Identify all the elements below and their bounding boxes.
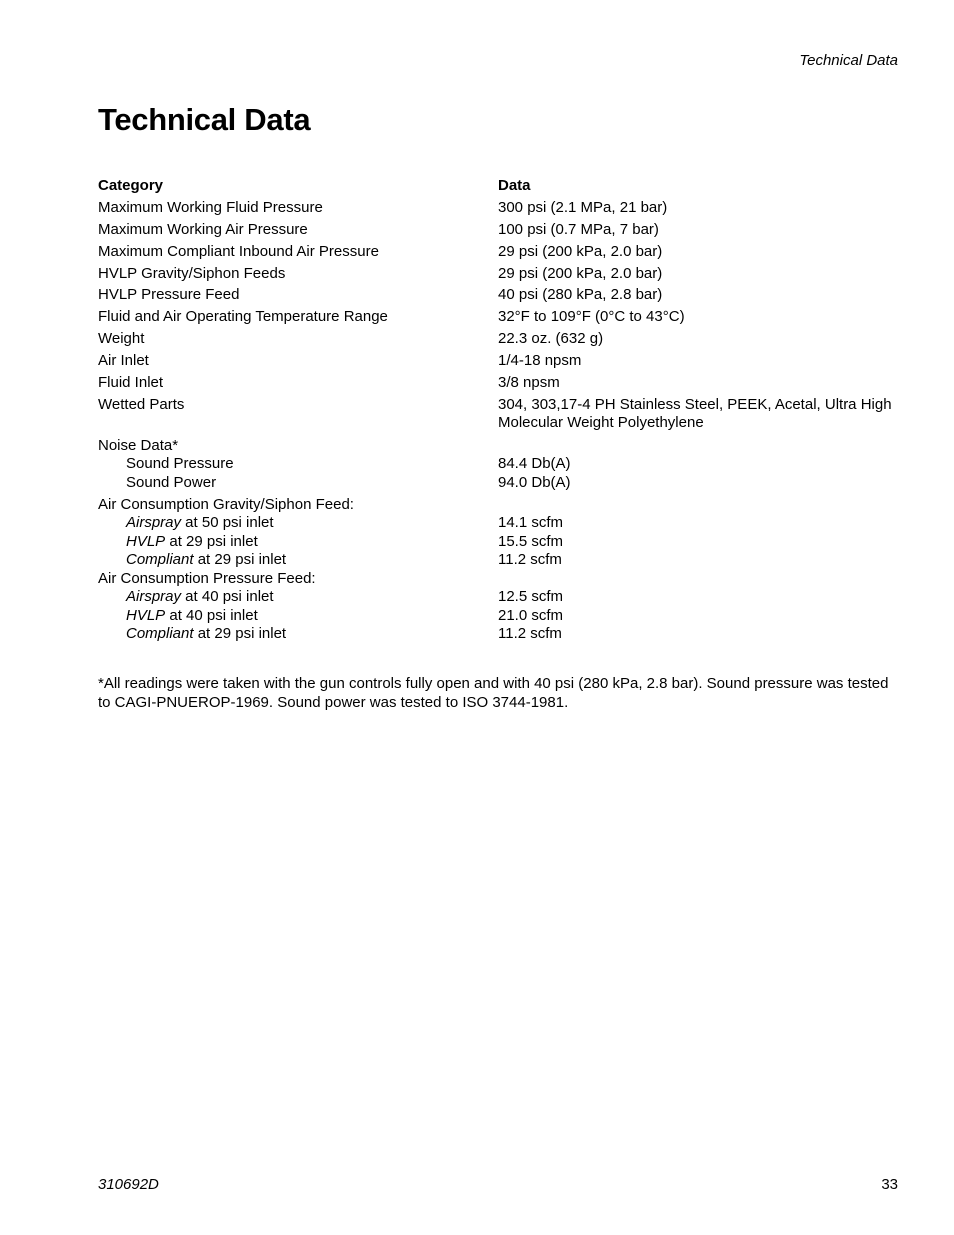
air-gravity-label: Air Consumption Gravity/Siphon Feed: (98, 495, 354, 513)
row-value: 100 psi (0.7 MPa, 7 bar) (498, 220, 659, 238)
air-pressure-heading-row (98, 570, 898, 589)
row-category (98, 514, 498, 533)
row-value: 22.3 oz. (632 g) (498, 330, 604, 348)
noise-data-heading-row (98, 437, 898, 456)
spray-mode: HVLP (126, 532, 166, 550)
table-row (98, 455, 898, 474)
row-value: 12.5 scfm (498, 588, 564, 606)
table-row (98, 352, 898, 371)
inlet-condition: at 50 psi inlet (181, 514, 274, 532)
inlet-condition: at 40 psi inlet (165, 606, 258, 624)
table-row (98, 551, 898, 570)
table-row (98, 243, 898, 262)
table-row (98, 474, 898, 493)
row-value: 14.1 scfm (498, 514, 564, 532)
row-value: 11.2 scfm (498, 625, 562, 643)
table-row (98, 286, 898, 305)
row-category: Maximum Working Air Pressure (98, 220, 308, 238)
spray-mode: HVLP (126, 606, 166, 624)
data-column-header: Data (498, 177, 531, 194)
row-category: Fluid and Air Operating Temperature Range (98, 308, 388, 326)
table-row (98, 607, 898, 626)
category-column-header: Category (98, 177, 164, 194)
row-category: Maximum Working Fluid Pressure (98, 198, 323, 216)
spec-table (98, 177, 898, 644)
row-value: 29 psi (200 kPa, 2.0 bar) (498, 242, 663, 260)
air-gravity-heading-row (98, 496, 898, 515)
table-row (98, 396, 898, 433)
row-value: 11.2 scfm (498, 551, 562, 569)
running-header: Technical Data (799, 52, 898, 69)
inlet-condition: at 40 psi inlet (181, 588, 274, 606)
table-row (98, 514, 898, 533)
inlet-condition: at 29 psi inlet (193, 551, 287, 569)
table-row (98, 199, 898, 218)
document-number: 310692D (98, 1176, 159, 1193)
row-category: Wetted Parts (98, 395, 185, 413)
row-category (98, 533, 498, 552)
row-value: 94.0 Db(A) (498, 473, 571, 491)
spray-mode: Airspray (126, 514, 182, 532)
row-category: Sound Pressure (126, 455, 234, 473)
row-value: 29 psi (200 kPa, 2.0 bar) (498, 264, 663, 282)
row-category (98, 588, 498, 607)
row-value: 304, 303,17-4 PH Stainless Steel, PEEK, Acetal, Ultra High Molecular Weight Polyethylene (498, 395, 892, 432)
table-row (98, 533, 898, 552)
table-row (98, 625, 898, 644)
table-row (98, 265, 898, 284)
row-category: Air Inlet (98, 352, 149, 370)
inlet-condition: at 29 psi inlet (165, 532, 258, 550)
row-category (98, 607, 498, 626)
table-row (98, 308, 898, 327)
table-row (98, 221, 898, 240)
row-value: 15.5 scfm (498, 532, 564, 550)
row-category (98, 625, 498, 644)
spray-mode: Compliant (126, 625, 194, 643)
table-header-row (98, 177, 898, 196)
row-category: Maximum Compliant Inbound Air Pressure (98, 242, 379, 260)
row-value: 84.4 Db(A) (498, 455, 571, 473)
row-value: 300 psi (2.1 MPa, 21 bar) (498, 198, 668, 216)
noise-data-label: Noise Data* (98, 436, 179, 454)
row-category: HVLP Pressure Feed (98, 286, 240, 304)
table-row (98, 330, 898, 349)
row-value: 40 psi (280 kPa, 2.8 bar) (498, 286, 663, 304)
inlet-condition: at 29 psi inlet (193, 625, 287, 643)
row-category: Fluid Inlet (98, 374, 164, 392)
spray-mode: Airspray (126, 588, 182, 606)
row-value: 3/8 npsm (498, 374, 560, 392)
table-row (98, 374, 898, 393)
row-category: HVLP Gravity/Siphon Feeds (98, 264, 286, 282)
row-category: Sound Power (126, 473, 217, 491)
page-title: Technical Data (98, 102, 311, 137)
row-category: Weight (98, 330, 145, 348)
air-pressure-label: Air Consumption Pressure Feed: (98, 569, 316, 587)
row-value: 1/4-18 npsm (498, 352, 582, 370)
table-row (98, 588, 898, 607)
footnote: *All readings were taken with the gun controls fully open and with 40 psi (280 kPa, 2.8 bar). Sound pressure was tested to CAGI-PNUEROP-1969. Sound power was tested to ISO 3744-1981. (98, 675, 889, 711)
row-value: 32°F to 109°F (0°C to 43°C) (498, 308, 685, 326)
row-category (98, 551, 498, 570)
spray-mode: Compliant (126, 551, 194, 569)
page-number: 33 (881, 1176, 898, 1193)
row-value: 21.0 scfm (498, 606, 564, 624)
